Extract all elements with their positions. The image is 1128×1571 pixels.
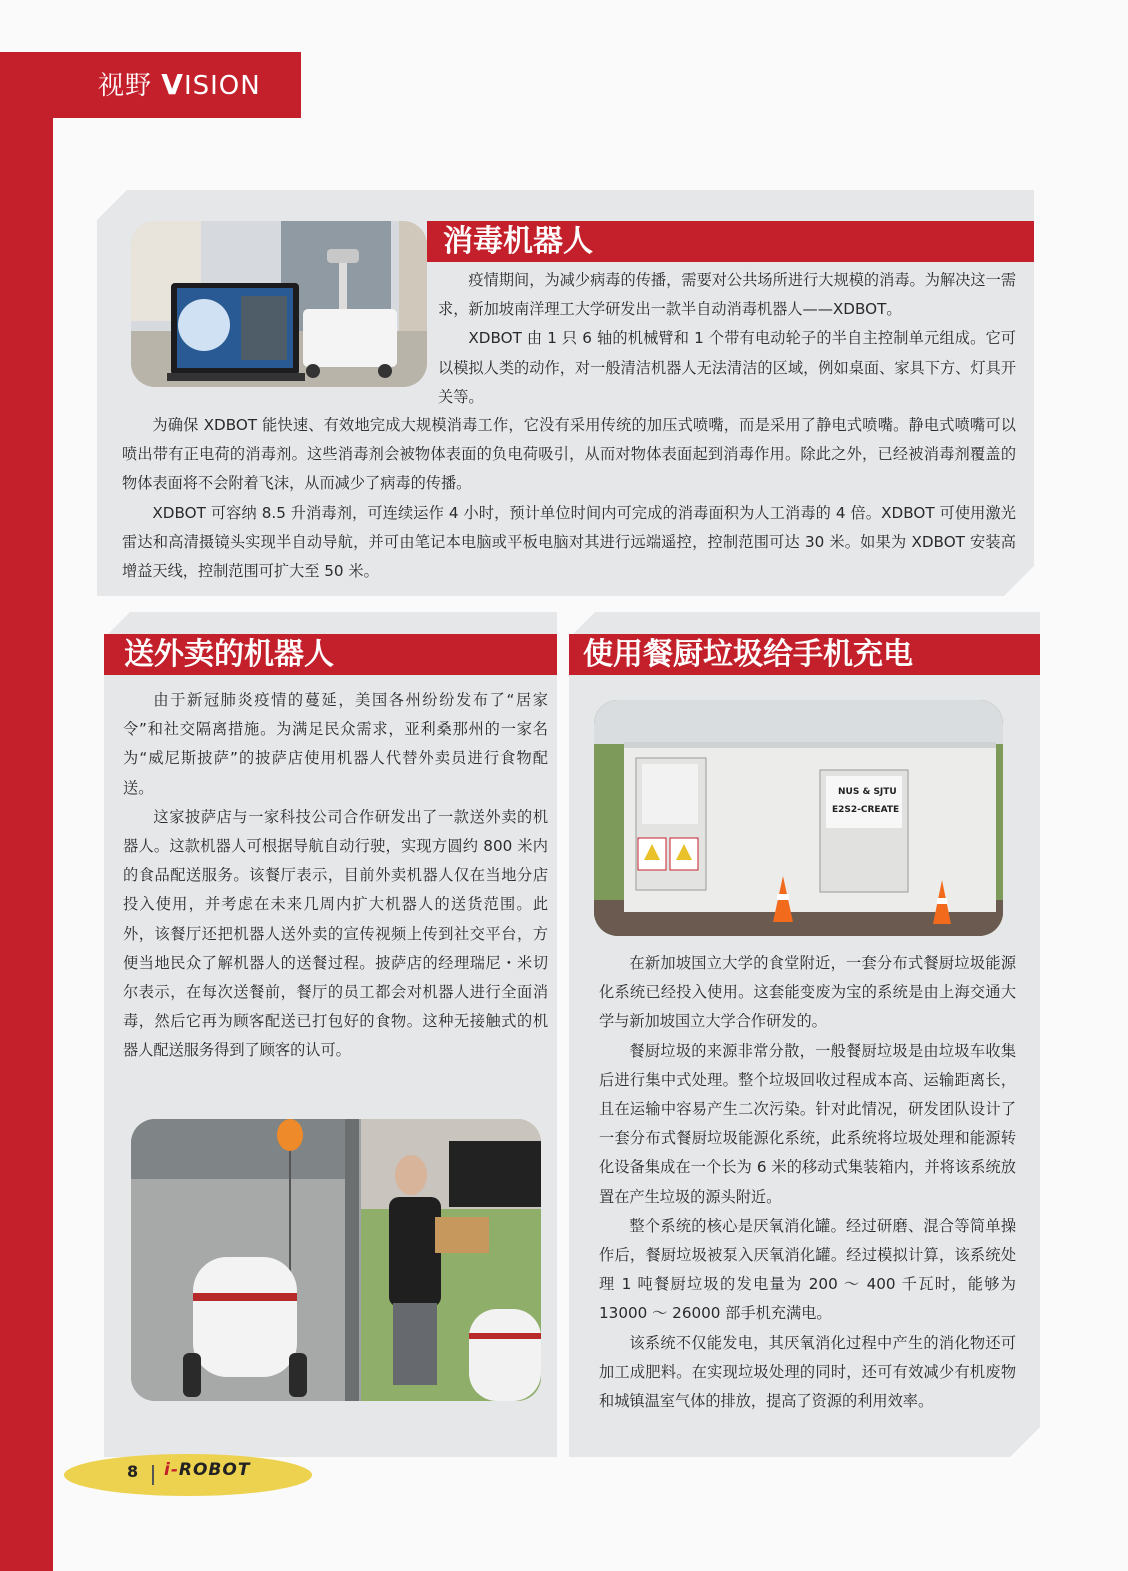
paragraph: 餐厨垃圾的来源非常分散，一般餐厨垃圾是由垃圾车收集后进行集中式处理。整个垃圾回收过程成本高、运输距离长，且在运输中容易产生二次污染。针对此情况，研发团队设计了一套分布式餐厨垃圾能源化系统，此系统将垃圾处理和能源转化设备集成在一个长为 6 米的移动式集装箱内，并将该系统放置在产生垃圾的源头附近。 [599, 1041, 1016, 1206]
delivery-robot-photo [131, 1119, 541, 1401]
brand-logo [164, 1460, 250, 1480]
xdbot-photo [131, 221, 427, 387]
footer-divider [152, 1465, 154, 1485]
article-foodwaste-body [599, 949, 1016, 1416]
article-foodwaste-title: 使用餐厨垃圾给手机充电 [569, 634, 1040, 675]
left-accent-bar [0, 52, 53, 1571]
section-label-rest: ISION [183, 71, 261, 101]
article-disinfection-title: 消毒机器人 [427, 221, 1034, 262]
container-sign-line2: E2S2-CREATE [832, 805, 900, 815]
paragraph: 在新加坡国立大学的食堂附近，一套分布式餐厨垃圾能源化系统已经投入使用。这套能变废为宝的系统是由上海交通大学与新加坡国立大学合作研发的。 [599, 954, 1016, 1031]
article-disinfection-body [122, 411, 1016, 586]
paragraph: XDBOT 由 1 只 6 轴的机械臂和 1 个带有电动轮子的半自主控制单元组成。它可以模拟人类的动作，对一般清洁机器人无法清洁的区域，例如桌面、家具下方、灯具开关等。 [438, 329, 1016, 406]
brand-logo-prefix: i- [164, 1460, 179, 1480]
article-delivery-body [123, 686, 548, 1066]
section-tab [0, 52, 301, 118]
paragraph: 整个系统的核心是厌氧消化罐。经过研磨、混合等简单操作后，餐厨垃圾被泵入厌氧消化罐。经过模拟计算，该系统处理 1 吨餐厨垃圾的发电量为 200 ～ 400 千瓦时，能够为 13000 ～ 26000 部手机充满电。 [599, 1216, 1016, 1323]
paragraph: 该系统不仅能发电，其厌氧消化过程中产生的消化物还可加工成肥料。在实现垃圾处理的同时，还可有效减少有机废物和城镇温室气体的排放，提高了资源的利用效率。 [599, 1333, 1016, 1411]
article-disinfection-intro [438, 266, 1016, 412]
paragraph: 疫情期间，为减少病毒的传播，需要对公共场所进行大规模的消毒。为解决这一需求，新加坡南洋理工大学研发出一款半自动消毒机器人——XDBOT。 [438, 271, 1016, 319]
brand-logo-name: ROBOT [178, 1460, 251, 1480]
section-label-v: V [161, 68, 184, 101]
article-delivery-title: 送外卖的机器人 [104, 634, 557, 675]
paragraph: 这家披萨店与一家科技公司合作研发出了一款送外卖的机器人。这款机器人可根据导航自动行驶，实现方圆约 800 米内的食品配送服务。该餐厅表示，目前外卖机器人仅在当地分店投入使用，并考虑在未来几周内扩大机器人的送货范围。此外，该餐厅还把机器人送外卖的宣传视频上传到社交平台，方便当地民众了解机器人的送餐过程。披萨店的经理瑞尼・米切尔表示，在每次送餐前，餐厅的员工都会对机器人进行全面消毒，然后它再为顾客配送已打包好的食物。这种无接触式的机器人配送服务得到了顾客的认可。 [123, 807, 548, 1060]
paragraph: 由于新冠肺炎疫情的蔓延，美国各州纷纷发布了“居家令”和社交隔离措施。为满足民众需求，亚利桑那州的一家名为“威尼斯披萨”的披萨店使用机器人代替外卖员进行食物配送。 [123, 691, 548, 797]
paragraph: 为确保 XDBOT 能快速、有效地完成大规模消毒工作，它没有采用传统的加压式喷嘴，而是采用了静电式喷嘴。静电式喷嘴可以喷出带有正电荷的消毒剂。这些消毒剂会被物体表面的负电荷吸引，从而对物体表面起到消毒作用。除此之外，已经被消毒剂覆盖的物体表面将不会附着飞沫，从而减少了病毒的传播。 [122, 416, 1016, 493]
container-photo [594, 700, 1003, 936]
page-number: 8 [127, 1462, 139, 1481]
paragraph: XDBOT 可容纳 8.5 升消毒剂，可连续运作 4 小时，预计单位时间内可完成的消毒面积为人工消毒的 4 倍。XDBOT 可使用激光雷达和高清摄镜头实现半自动导航，并可由笔记本电脑或平板电脑对其进行远端遥控，控制范围可达 30 米。如果为 XDBOT 安装高增益天线，控制范围可扩大至 50 米。 [122, 503, 1016, 581]
section-label-cn: 视野 [98, 71, 153, 101]
container-sign-line1: NUS & SJTU [838, 787, 897, 797]
